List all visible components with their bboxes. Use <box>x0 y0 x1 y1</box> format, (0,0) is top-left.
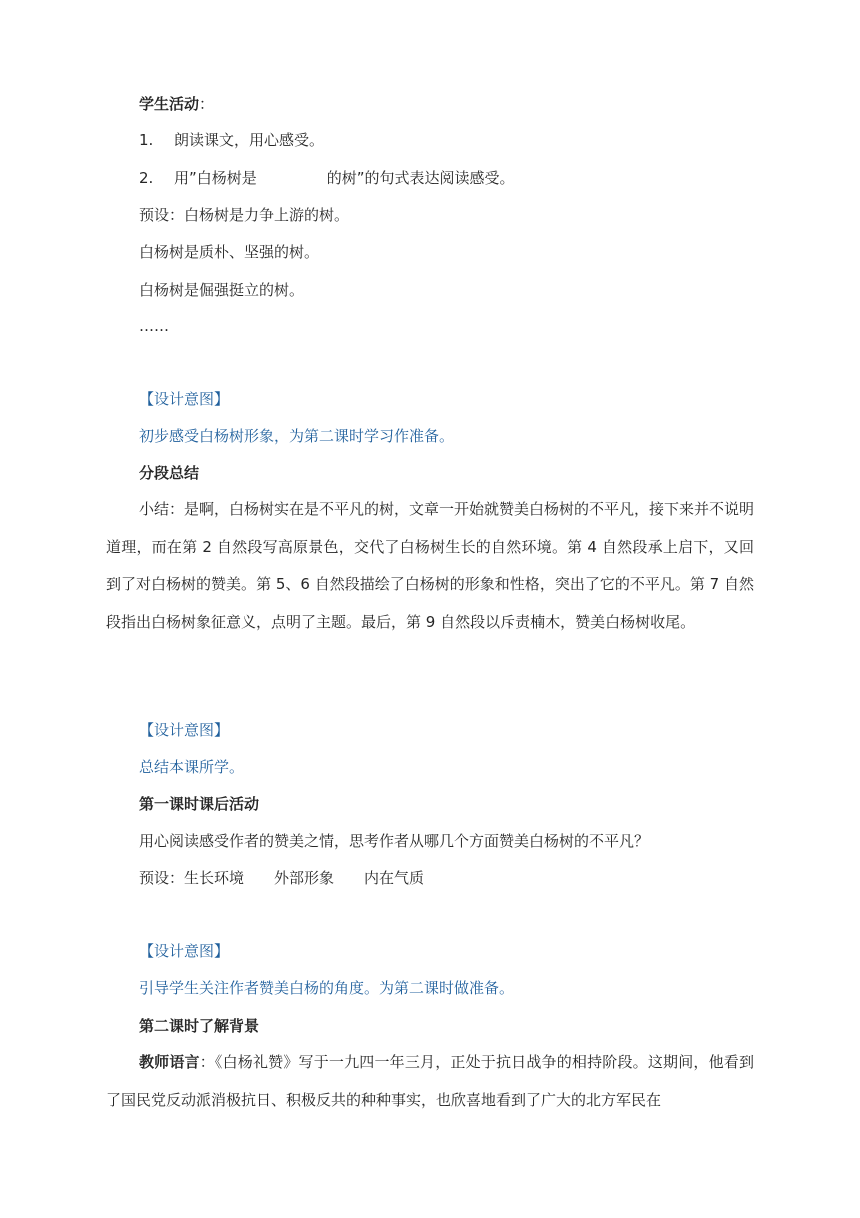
design-intent-label: 【设计意图】 <box>139 942 230 960</box>
section-heading: 第一课时课后活动 <box>139 795 260 813</box>
teacher-text: ：《白杨礼赞》写于一九四一年三月，正处于抗日战争的相持阶段。这期间，他看到了国民党反动派消极抗日、积极反共的种种事实，也欣喜地看到了广大的北方军民在 <box>106 1053 754 1109</box>
heading-colon: ： <box>199 95 215 113</box>
design-intent-label: 【设计意图】 <box>139 390 230 408</box>
section-heading: 分段总结 <box>139 464 200 482</box>
design-intent-text: 初步感受白杨树形象，为第二课时学习作准备。 <box>139 427 455 445</box>
student-activity-label: 学生活动 <box>139 95 200 113</box>
section-heading: 第二课时了解背景 <box>139 1017 260 1035</box>
design-intent-label: 【设计意图】 <box>139 721 230 739</box>
ellipsis: …… <box>139 317 169 335</box>
list-item-text-end: 的树”的句式表达阅读感受。 <box>326 169 515 187</box>
list-item-text-start: 用”白杨树是 <box>174 169 257 187</box>
list-item <box>139 130 324 150</box>
preset-item: 内在气质 <box>364 869 425 887</box>
preset-line <box>139 868 424 888</box>
list-number: 1. <box>139 131 154 149</box>
student-activity-heading <box>139 94 214 114</box>
preset-line: 白杨树是倔强挺立的树。 <box>139 281 305 299</box>
preset-item: 外部形象 <box>274 869 335 887</box>
preset-label: 预设： <box>139 869 185 887</box>
question-text: 用心阅读感受作者的赞美之情，思考作者从哪几个方面赞美白杨树的不平凡？ <box>139 832 650 850</box>
preset-line: 预设：白杨树是力争上游的树。 <box>139 206 350 224</box>
teacher-label: 教师语言 <box>139 1053 200 1071</box>
summary-paragraph: 小结：是啊，白杨树实在是不平凡的树，文章一开始就赞美白杨树的不平凡，接下来并不说明道理，而在第 2 自然段写高原景色，交代了白杨树生长的自然环境。第 4 自然段承上启下，又回到了对白杨树的赞美。第 5、6 自然段描绘了白杨树的形象和性格，突出了它的不平凡。第 7 自然段指出白杨树象征意义，点明了主题。最后，第 9 自然段以斥责楠木，赞美白杨树收尾。 <box>106 500 755 631</box>
design-intent-text: 引导学生关注作者赞美白杨的角度。为第二课时做准备。 <box>139 979 515 997</box>
preset-item: 生长环境 <box>184 869 245 887</box>
preset-line: 白杨树是质朴、坚强的树。 <box>139 243 320 261</box>
list-item-text: 朗读课文，用心感受。 <box>174 131 325 149</box>
design-intent-text: 总结本课所学。 <box>139 758 245 776</box>
teacher-paragraph <box>106 1044 754 1119</box>
list-item <box>139 168 515 188</box>
list-number: 2. <box>139 169 154 187</box>
